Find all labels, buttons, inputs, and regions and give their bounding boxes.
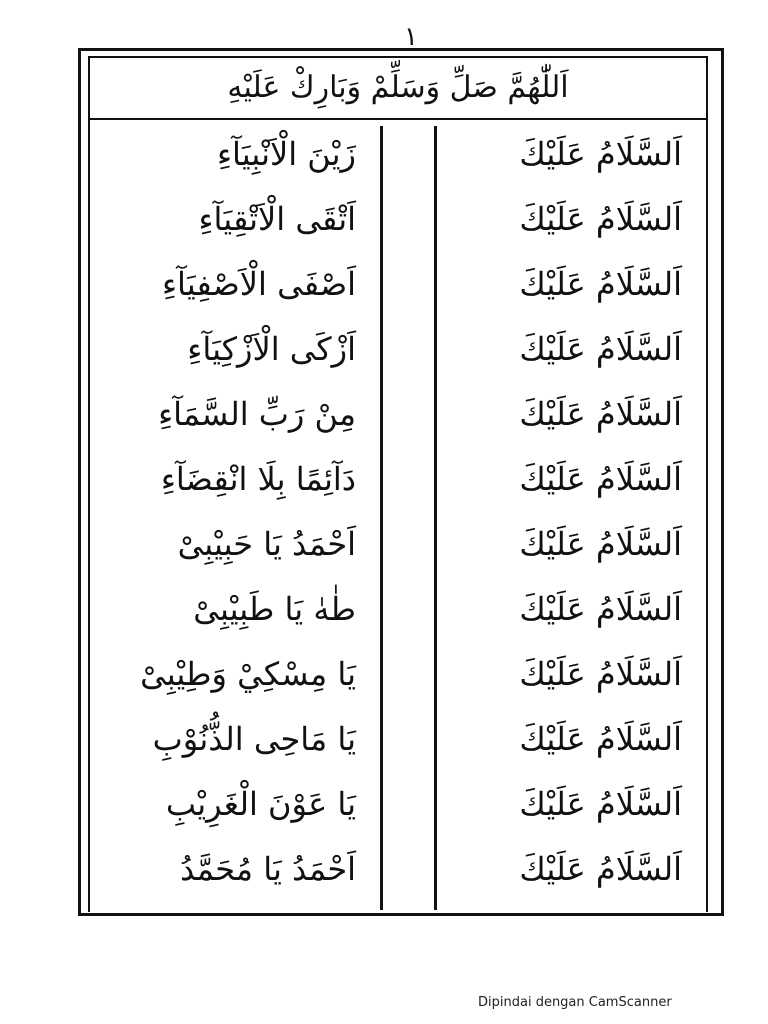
- header-title: اَللّٰهُمَّ صَلِّ وَسَلِّمْ وَبَارِكْ عَلَيْهِ: [227, 70, 569, 105]
- column-divider-right: [434, 126, 437, 910]
- epithet-line: يَا مَاحِى الذُّنُوْبِ: [152, 720, 356, 758]
- salutation-line: اَلسَّلَامُ عَلَيْكَ: [519, 265, 682, 303]
- epithet-line: اَحْمَدُ يَا حَبِيْبِىْ: [177, 525, 356, 563]
- epithet-line: يَا مِسْكِيْ وَطِيْبِىْ: [140, 655, 356, 693]
- salutation-line: اَلسَّلَامُ عَلَيْكَ: [519, 330, 682, 368]
- salutation-line: اَلسَّلَامُ عَلَيْكَ: [519, 720, 682, 758]
- epithet-line: يَا عَوْنَ الْغَرِيْبِ: [165, 785, 356, 823]
- salutation-line: اَلسَّلَامُ عَلَيْكَ: [519, 200, 682, 238]
- epithet-line: زَيْنَ الْاَنْبِيَآءِ: [216, 135, 356, 173]
- epithet-line: اَصْفَى الْاَصْفِيَآءِ: [161, 265, 356, 303]
- salutation-line: اَلسَّلَامُ عَلَيْكَ: [519, 655, 682, 693]
- epithet-column: [98, 124, 374, 904]
- epithet-line: طٰهٰ يَا طَبِيْبِىْ: [193, 590, 356, 628]
- salutation-line: اَلسَّلَامُ عَلَيْكَ: [519, 395, 682, 433]
- epithet-line: مِنْ رَبِّ السَّمَآءِ: [158, 395, 356, 433]
- scanner-credit: Dipindai dengan CamScanner: [478, 995, 672, 1010]
- salutation-line: اَلسَّلَامُ عَلَيْكَ: [519, 525, 682, 563]
- page-number: ١: [404, 22, 418, 52]
- epithet-line: اَزْكَى الْاَزْكِيَآءِ: [187, 330, 356, 368]
- epithet-line: اَتْقَى الْاَتْقِيَآءِ: [198, 200, 356, 238]
- salutation-line: اَلسَّلَامُ عَلَيْكَ: [519, 785, 682, 823]
- salutation-column: [444, 124, 700, 904]
- epithet-line: دَآئِمًا بِلَا انْقِضَآءِ: [160, 460, 356, 498]
- column-divider-left: [380, 126, 383, 910]
- salutation-line: اَلسَّلَامُ عَلَيْكَ: [519, 590, 682, 628]
- header-row: [88, 56, 708, 120]
- epithet-line: اَحْمَدُ يَا مُحَمَّدُ: [179, 850, 356, 888]
- salutation-line: اَلسَّلَامُ عَلَيْكَ: [519, 460, 682, 498]
- salutation-line: اَلسَّلَامُ عَلَيْكَ: [519, 850, 682, 888]
- salutation-line: اَلسَّلَامُ عَلَيْكَ: [519, 135, 682, 173]
